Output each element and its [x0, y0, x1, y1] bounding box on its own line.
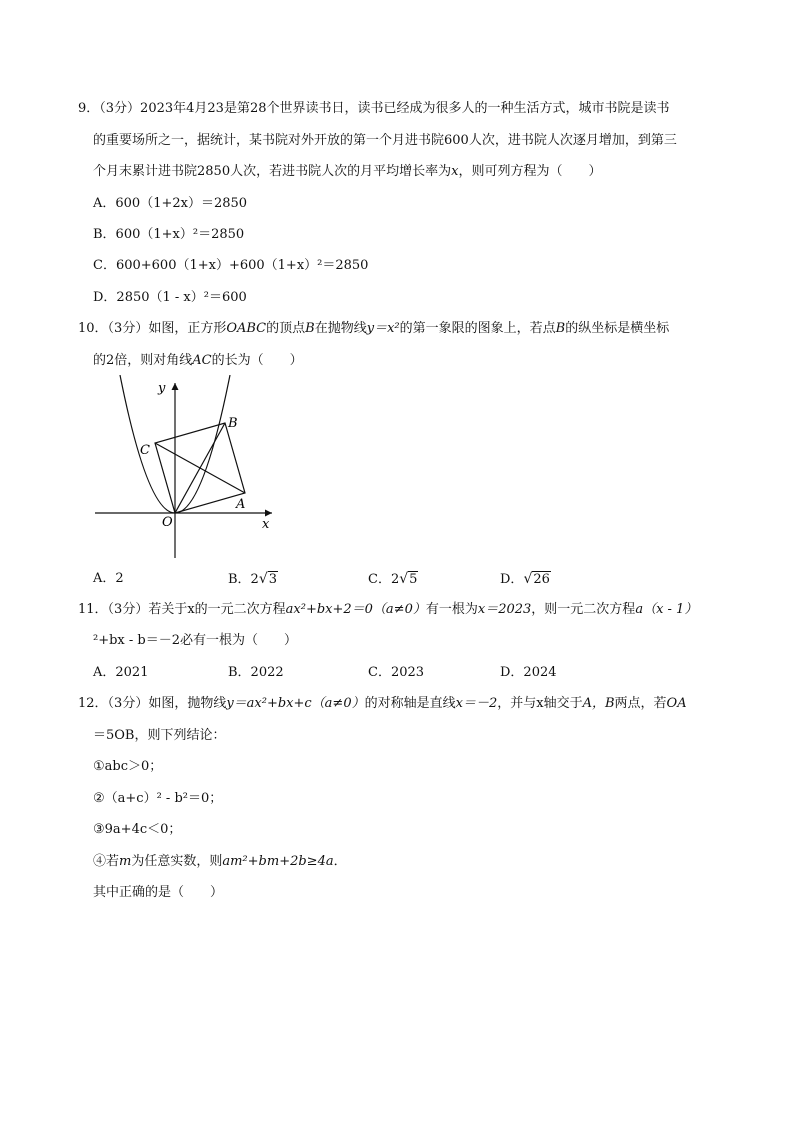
sqrt-26: √26: [523, 571, 550, 587]
q9-option-d: D．2850（1 - x）²＝600: [93, 290, 247, 305]
q12-conclusion-2: ②（a+c）² - b²＝0；: [93, 791, 223, 806]
q11-line-2: ²+bx - b＝－2必有一根为（ ）: [93, 633, 298, 648]
q9-line-2: 的重要场所之一，据统计，某书院对外开放的第一个月进书院600人次，进书院人次逐月增加，到第三: [93, 133, 677, 148]
q9-line-3: 个月末累计进书院2850人次，若进书院人次的月平均增长率为x，则可列方程为（ ）: [93, 164, 602, 179]
q11-option-a: A．2021: [93, 665, 149, 680]
q10-option-a: A．2: [93, 571, 124, 586]
q11-option-d: D．2024: [500, 665, 557, 680]
q11-option-c: C．2023: [368, 665, 425, 680]
q9-option-a: A．600（1+2x）＝2850: [93, 196, 248, 211]
q11-line-1: 11．（3分）若关于x的一元二次方程ax²+bx+2＝0（a≠0）有一根为x＝2023，则一元二次方程a（x - 1）: [78, 602, 698, 617]
q12-conclusion-3: ③9a+4c＜0；: [93, 822, 182, 837]
q11-option-b: B．2022: [228, 665, 284, 680]
q12-line-1: 12．（3分）如图，抛物线y＝ax²+bx+c（a≠0）的对称轴是直线x＝－2，并与x轴交于A，B两点，若OA: [78, 696, 687, 711]
point-c-label: C: [140, 443, 150, 458]
origin-label: O: [162, 515, 173, 530]
q12-conclusion-1: ①abc＞0；: [93, 759, 163, 774]
q9-option-c: C．600+600（1+x）+600（1+x）²＝2850: [93, 258, 369, 273]
q12-question-prompt: 其中正确的是（ ）: [93, 885, 224, 900]
y-axis-label: y: [158, 381, 166, 396]
q10-option-c: C．2√5: [368, 571, 418, 587]
q12-line-2: ＝5OB，则下列结论：: [93, 728, 226, 743]
q10-option-b: B．2√3: [228, 571, 278, 587]
point-b-label: B: [228, 416, 238, 431]
q10-option-d: D．√26: [500, 571, 550, 587]
q10-figure: [90, 375, 290, 565]
sqrt-3: √3: [258, 571, 278, 587]
q9-option-b: B．600（1+x）²＝2850: [93, 227, 245, 242]
diagonal-ob: [175, 423, 225, 513]
x-axis-label: x: [262, 517, 270, 532]
q9-line-1: 9．（3分）2023年4月23是第28个世界读书日，读书已经成为很多人的一种生活方式，城市书院是读书: [78, 101, 670, 116]
point-a-label: A: [236, 497, 246, 512]
sqrt-5: √5: [399, 571, 418, 587]
q10-line-2: 的2倍，则对角线AC的长为（ ）: [93, 353, 303, 368]
q10-line-1: 10．（3分）如图，正方形OABC的顶点B在抛物线y＝x²的第一象限的图象上，若点B的纵坐标是横坐标: [78, 321, 670, 336]
q12-conclusion-4: ④若m为任意实数，则am²+bm+2b≥4a．: [93, 854, 347, 869]
